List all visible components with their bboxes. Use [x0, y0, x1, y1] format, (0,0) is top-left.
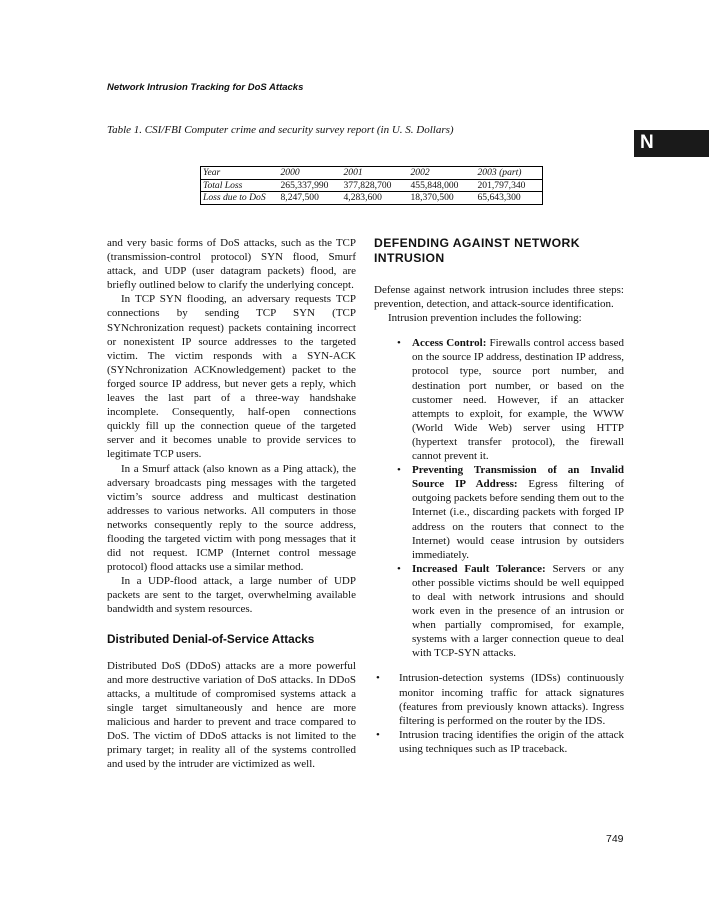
page-number: 749: [606, 833, 624, 845]
table-header-cell: 2000: [280, 167, 300, 178]
bullet-icon: •: [397, 562, 401, 575]
list-item: [397, 562, 624, 661]
thumb-tab-letter: N: [640, 132, 654, 153]
list-item-text: Firewalls control access based on the source IP address, destination IP address, protocol type, source port number, and destination port number, or based on the customer need. However, if an attacker attempts to exploit, for example, the WWW (World Wide Web) server using HTTP (hypertext transfer protocol), the firewall cannot prevent it.: [412, 337, 625, 463]
list-item-term: Preventing Transmission of an Invalid Source IP Address:: [412, 464, 624, 491]
table-cell: 8,247,500: [279, 192, 342, 205]
table-cell: 65,643,300: [476, 192, 543, 205]
list-item: [376, 671, 624, 727]
table-cell: 201,797,340: [476, 179, 543, 192]
table-cell: 18,370,500: [409, 192, 476, 205]
prevention-list: [374, 336, 624, 660]
list-item-text: Egress filtering of outgoing packets before sending them out to the Internet (i.e., discarding packets with forged IP address on the routers that connect to the Internet) would cease intrusion by outsiders immediately.: [412, 478, 624, 561]
bullet-icon: •: [376, 728, 380, 741]
list-item: [397, 463, 624, 562]
table-header-cell: 2002: [410, 167, 430, 178]
list-item-term: Access Control:: [412, 337, 487, 350]
body-paragraph: Intrusion prevention includes the following:: [388, 312, 582, 325]
body-paragraph: In a UDP-flood attack, a large number of UDP packets are sent to the target, overwhelming available bandwidth and system resources.: [107, 575, 356, 616]
table-header-row: [201, 167, 543, 180]
list-item-text: Intrusion-detection systems (IDSs) continuously monitor incoming traffic for attack signatures (features from previously known attacks). Ingress filtering is performed on the router by the IDS.: [399, 672, 624, 727]
table-cell: 265,337,990: [279, 179, 342, 192]
section-heading: Distributed Denial-of-Service Attacks: [107, 631, 315, 646]
table-row: [201, 179, 543, 192]
body-paragraph: and very basic forms of DoS attacks, such as the TCP (transmission-control protocol) SYN flood, Smurf attack, and UDP (user datagram packets) flood, are briefly outlined below to clarify the underlying concept.: [107, 237, 356, 292]
table-row-label: Loss due to DoS: [201, 192, 279, 205]
table-caption: Table 1. CSI/FBI Computer crime and security survey report (in U. S. Dollars): [107, 124, 454, 136]
bullet-icon: •: [397, 464, 401, 477]
table-cell: 455,848,000: [409, 179, 476, 192]
list-item-text: Intrusion tracing identifies the origin of the attack using techniques such as IP traceback.: [399, 728, 624, 755]
body-paragraph: In TCP SYN flooding, an adversary requests TCP connections by sending TCP SYN (TCP SYNchronization request) packets containing incorrect or nonexistent IP source addresses to the targeted victim. The victim responds with a SYN-ACK (SYNchronization ACKnowledgement) packet to the forged source IP address, but never gets a reply, which leaves the last part of a three-way handshake incomplete. Consequently, half-open connections quickly fill up the connection queue of the targeted server and it becomes unable to provide services to legitimate TCP users.: [107, 293, 356, 461]
body-paragraph: Defense against network intrusion includes three steps: prevention, detection, and attack-source identification.: [374, 284, 624, 311]
table-cell: 4,283,600: [342, 192, 409, 205]
bullet-icon: •: [376, 672, 380, 685]
table-cell: 377,828,700: [342, 179, 409, 192]
defense-steps-list: [374, 671, 624, 756]
table-header-cell: 2003 (part): [477, 167, 522, 178]
body-paragraph: In a Smurf attack (also known as a Ping attack), the adversary broadcasts ping messages with the targeted victim’s source address and multicast destination addresses to various networks. All computers in those networks consequently reply to the source address, flooding the targeted victim with pong messages that it did not request. ICMP (Internet control message protocol) flood attacks use a similar method.: [107, 462, 356, 574]
left-column: [107, 236, 356, 771]
list-item: [397, 336, 625, 463]
section-heading: DEFENDING AGAINST NETWORK INTRUSION: [374, 236, 580, 265]
table-row: [201, 192, 543, 205]
survey-table: [200, 166, 543, 205]
list-item-term: Increased Fault Tolerance:: [412, 562, 546, 575]
right-column: [374, 236, 624, 756]
table-row-label: Total Loss: [201, 179, 279, 192]
table-header-cell: Year: [203, 167, 221, 178]
table-header-cell: 2001: [343, 167, 363, 178]
section-thumb-tab: [634, 130, 709, 157]
running-head: Network Intrusion Tracking for DoS Attacks: [107, 82, 304, 93]
body-paragraph: Distributed DoS (DDoS) attacks are a more powerful and more destructive variation of DoS attacks. In DDoS attacks, a multitude of compromised systems attack a single target simultaneously and hence are more malicious and harder to prevent and trace compared to DoS. The victim of DDoS attacks is not limited to the primary target; in reality all of the systems controlled and used by the intruder are victimized as well.: [107, 659, 356, 771]
list-item-text: Servers or any other possible victims should be well equipped to deal with network intrusions and should work even in the presence of an intrusion or when partially compromised, for example, systems with a larger connection queue to deal with TCP-SYN attacks.: [412, 562, 624, 660]
bullet-icon: •: [397, 337, 401, 350]
list-item: [376, 728, 624, 756]
